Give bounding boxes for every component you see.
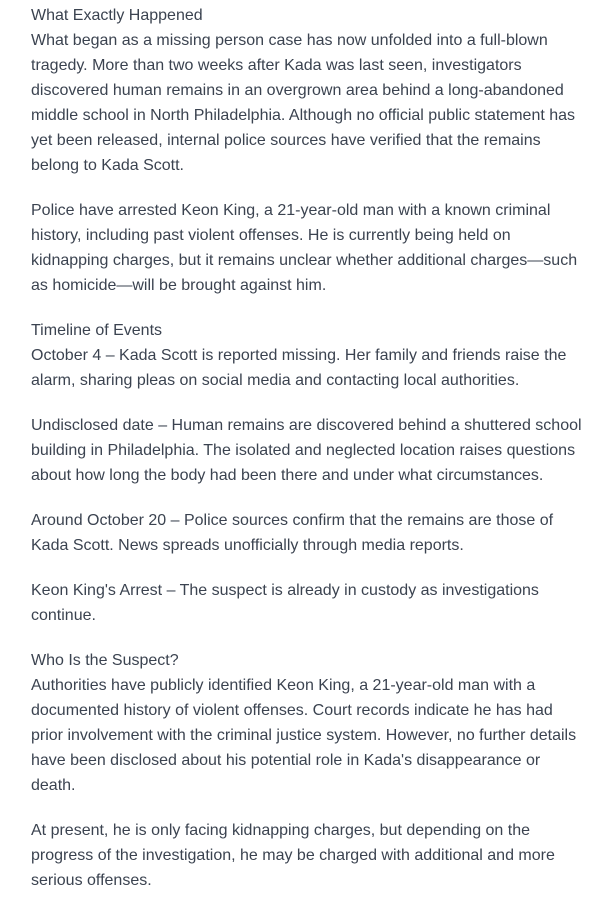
paragraph: Police have arrested Keon King, a 21-year-old man with a known criminal history, including past violent offenses. He is currently being held on kidnapping charges, but it remains unclear whether additional charges—such as homicide—will be brought against him.: [31, 202, 578, 294]
section-heading-what-exactly-happened: What Exactly Happened: [31, 7, 203, 24]
paragraph: October 4 – Kada Scott is reported missing. Her family and friends raise the alarm, sharing pleas on social media and contacting local authorities.: [31, 347, 567, 389]
paragraph: Authorities have publicly identified Keon King, a 21-year-old man with a documented history of violent offenses. Court records indicate he has had prior involvement with the criminal justice system. However, no further details have been disclosed about his potential role in Kada's disappearance or death.: [31, 677, 577, 794]
section-heading-timeline-of-events: Timeline of Events: [31, 322, 163, 339]
paragraph: At present, he is only facing kidnapping charges, but depending on the progress of the investigation, he may be charged with additional and more serious offenses.: [31, 822, 555, 889]
section-heading-who-is-the-suspect: Who Is the Suspect?: [31, 652, 179, 669]
paragraph: Around October 20 – Police sources confirm that the remains are those of Kada Scott. News spreads unofficially through media reports.: [31, 512, 554, 554]
article-body: [31, 3, 584, 893]
paragraph: Undisclosed date – Human remains are discovered behind a shuttered school building in Philadelphia. The isolated and neglected location raises questions about how long the body had been there and under what circumstances.: [31, 417, 582, 484]
paragraph: What began as a missing person case has now unfolded into a full-blown tragedy. More than two weeks after Kada was last seen, investigators discovered human remains in an overgrown area behind a long-abandoned middle school in North Philadelphia. Although no official public statement has yet been released, internal police sources have verified that the remains belong to Kada Scott.: [31, 32, 576, 174]
paragraph: Keon King's Arrest – The suspect is already in custody as investigations continue.: [31, 582, 539, 624]
